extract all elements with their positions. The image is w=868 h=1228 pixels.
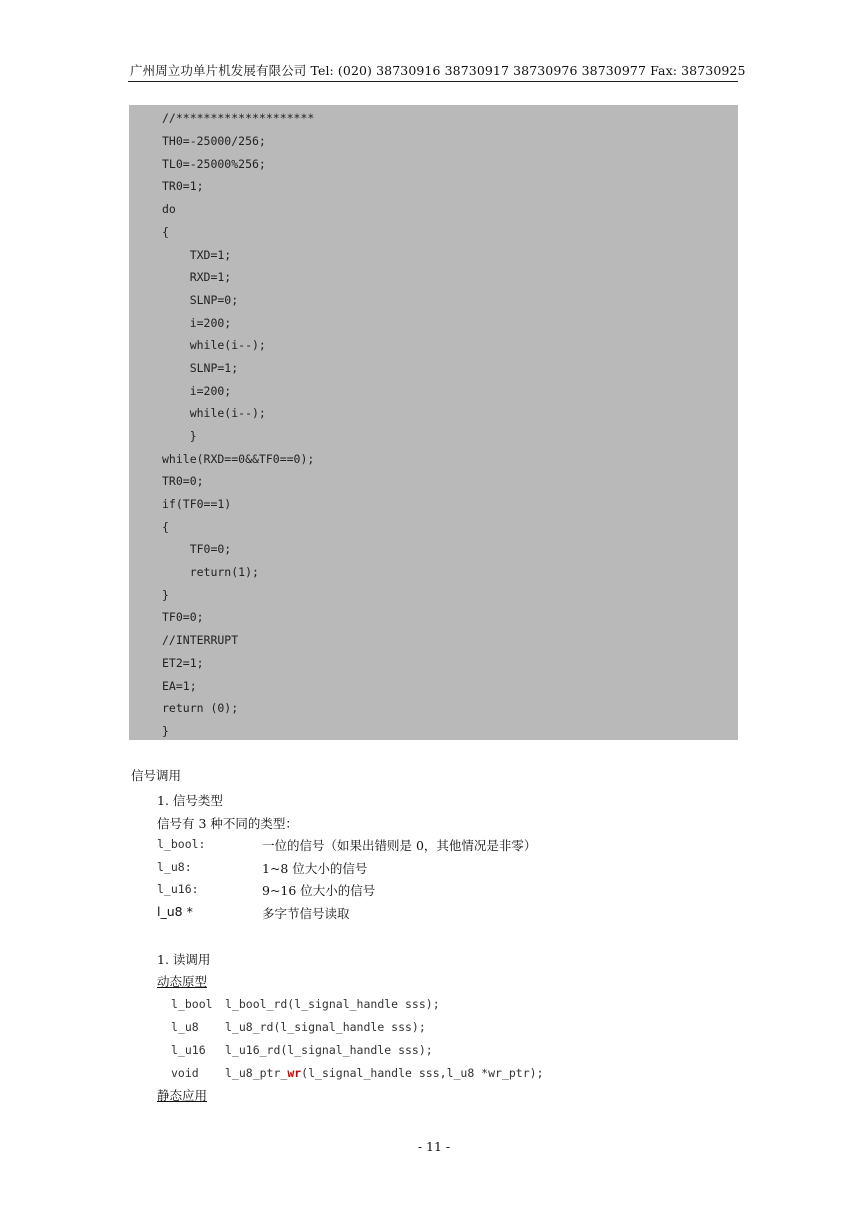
code-line: return(1); — [162, 565, 259, 579]
section-title: 信号调用 — [131, 768, 182, 783]
page-number: - 11 - — [417, 1139, 451, 1154]
code-line: if(TF0==1) — [162, 497, 232, 511]
code-line: TR0=1; — [162, 179, 204, 193]
prototype-return-type: l_u8 — [171, 1020, 199, 1034]
prototype-signature — [225, 1066, 544, 1080]
code-line: while(i--); — [162, 406, 266, 420]
code-line: TXD=1; — [162, 248, 232, 262]
prototype-return-type: l_bool — [171, 997, 213, 1011]
signal-type-desc: 1~8 位大小的信号 — [262, 861, 368, 876]
signature-suffix: (l_signal_handle sss,l_u8 *wr_ptr); — [301, 1066, 544, 1080]
signal-type-desc: 一位的信号（如果出错则是 0，其他情况是非零） — [262, 838, 537, 853]
signal-type-name: l_u16: — [157, 882, 199, 896]
code-line: TR0=0; — [162, 474, 204, 488]
prototype-signature: l_u8_rd(l_signal_handle sss); — [225, 1020, 426, 1034]
code-line: } — [162, 588, 169, 602]
subsection-heading: 1. 读调用 — [157, 952, 211, 967]
signal-type-name: l_u8 * — [157, 904, 193, 919]
code-line: EA=1; — [162, 679, 197, 693]
static-application-heading: 静态应用 — [157, 1088, 208, 1103]
signal-type-name: l_bool: — [157, 837, 206, 851]
code-line: //INTERRUPT — [162, 633, 239, 647]
signal-type-name: l_u8: — [157, 860, 192, 874]
code-line: SLNP=1; — [162, 361, 239, 375]
subsection-heading: 1. 信号类型 — [157, 793, 223, 808]
code-line: } — [162, 724, 169, 738]
code-listing — [129, 105, 738, 740]
prototype-signature: l_u16_rd(l_signal_handle sss); — [225, 1043, 433, 1057]
prototype-return-type: l_u16 — [171, 1043, 206, 1057]
red-correction-mark: wr — [287, 1066, 302, 1080]
code-line: //******************** — [162, 111, 315, 125]
code-line: RXD=1; — [162, 270, 232, 284]
code-line: { — [162, 520, 169, 534]
code-line: TL0=-25000%256; — [162, 157, 266, 171]
code-line: while(i--); — [162, 338, 266, 352]
signature-prefix: l_u8_ptr_ — [225, 1066, 288, 1080]
prototype-return-type: void — [171, 1066, 199, 1080]
code-line: { — [162, 225, 169, 239]
code-line: i=200; — [162, 384, 232, 398]
signal-type-desc: 多字节信号读取 — [262, 906, 350, 921]
page-header: 广州周立功单片机发展有限公司 Tel: (020) 38730916 38730917 38730976 38730977 Fax: 38730925 — [130, 63, 746, 78]
intro-text: 信号有 3 种不同的类型： — [157, 816, 298, 831]
code-line: TF0=0; — [162, 610, 204, 624]
code-line: TH0=-25000/256; — [162, 134, 266, 148]
code-line: do — [162, 202, 176, 216]
code-line: return (0); — [162, 701, 239, 715]
header-rule — [128, 81, 738, 82]
code-line: SLNP=0; — [162, 293, 239, 307]
code-line: i=200; — [162, 316, 232, 330]
code-line: TF0=0; — [162, 542, 232, 556]
code-line: ET2=1; — [162, 656, 204, 670]
signal-type-desc: 9~16 位大小的信号 — [262, 883, 376, 898]
code-line: } — [162, 429, 197, 443]
prototype-signature: l_bool_rd(l_signal_handle sss); — [225, 997, 440, 1011]
code-line: while(RXD==0&&TF0==0); — [162, 452, 315, 466]
dynamic-prototype-heading: 动态原型 — [157, 974, 208, 989]
